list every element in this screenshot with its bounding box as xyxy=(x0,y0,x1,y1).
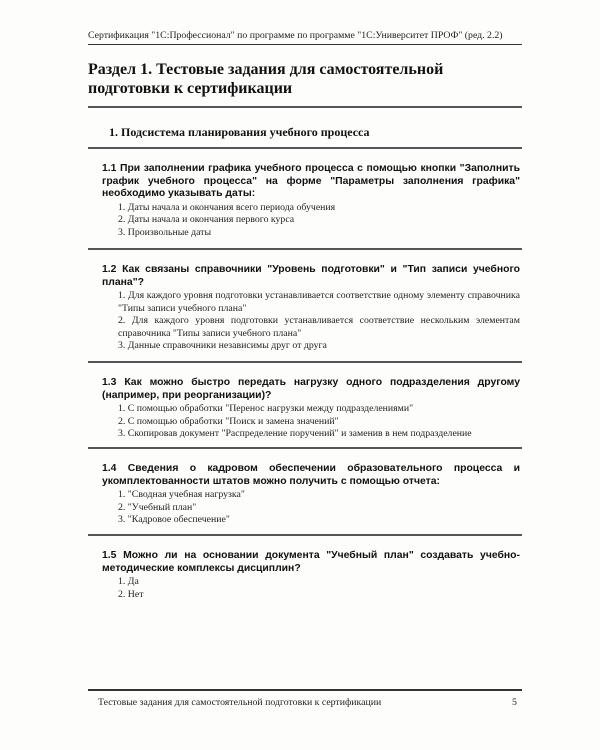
running-footer: Тестовые задания для самостоятельной подготовки к сертификации xyxy=(98,697,382,708)
answer-list xyxy=(102,290,520,353)
answer-option: 1. "Сводная учебная нагрузка" xyxy=(118,489,245,500)
question-1-2 xyxy=(102,264,520,353)
answer-list xyxy=(102,576,520,601)
question-1-5 xyxy=(102,550,520,601)
subsection-title: 1. Подсистема планирования учебного процесса xyxy=(109,125,370,139)
footer-divider xyxy=(88,689,522,691)
question-1-3 xyxy=(102,377,520,441)
question-text: 1.3 Как можно быстро передать нагрузку одного подразделения другому (например, при реорганизации)? xyxy=(102,377,520,401)
question-1-4 xyxy=(102,463,520,527)
section-divider xyxy=(88,106,522,108)
answer-option: 3. Скопировав документ "Распределение поручений" и заменив в нем подразделение xyxy=(118,428,472,439)
answer-list xyxy=(102,403,520,441)
answer-option: 2. "Учебный план" xyxy=(118,501,197,513)
question-text: 1.5 Можно ли на основании документа "Учебный план" создавать учебно-методические комплексы дисциплин? xyxy=(102,550,520,574)
answer-option: 1. Для каждого уровня подготовки устанавливается соответствие одному элементу справочника "Типы записи учебного плана" xyxy=(118,290,520,314)
answer-option: 1. Да xyxy=(118,576,139,587)
question-text: 1.4 Сведения о кадровом обеспечении образовательного процесса и укомплектованности штатов можно получить с помощью отчета: xyxy=(102,463,520,487)
question-divider xyxy=(88,147,522,149)
question-text: 1.1 При заполнении графика учебного процесса с помощью кнопки "Заполнить график учебного процесса" на форме "Параметры заполнения графика" необходимо указывать даты: xyxy=(102,163,520,199)
section-title: Раздел 1. Тестовые задания для самостоятельной подготовки к сертификации xyxy=(88,61,444,97)
running-header: Сертификация "1С:Профессионал" по программе по программе "1С:Университет ПРОФ" (ред. 2.2) xyxy=(88,30,503,41)
question-divider xyxy=(88,361,522,363)
question-text: 1.2 Как связаны справочники "Уровень подготовки" и "Тип записи учебного плана"? xyxy=(102,264,520,288)
answer-list xyxy=(102,489,520,527)
answer-option: 1. Даты начала и окончания всего периода обучения xyxy=(118,201,336,213)
question-divider xyxy=(88,447,522,449)
answer-option: 2. Даты начала и окончания первого курса xyxy=(118,214,295,225)
answer-option: 3. "Кадровое обеспечение" xyxy=(118,514,230,525)
answer-option: 2. Нет xyxy=(118,588,144,600)
answer-list xyxy=(102,202,520,240)
question-divider xyxy=(88,534,522,536)
answer-option: 3. Произвольные даты xyxy=(118,226,212,238)
question-1-1 xyxy=(102,163,520,239)
page-number: 5 xyxy=(512,697,517,708)
answer-option: 2. Для каждого уровня подготовки устанавливается соответствие нескольким элементам справочника "Типы записи учебного плана" xyxy=(118,315,520,339)
header-divider xyxy=(88,44,522,45)
answer-option: 2. С помощью обработки "Поиск и замена значений" xyxy=(118,415,339,427)
answer-option: 1. С помощью обработки "Перенос нагрузки между подразделениями" xyxy=(118,403,414,414)
answer-option: 3. Данные справочники независимы друг от друга xyxy=(118,340,327,351)
question-divider xyxy=(88,248,522,250)
